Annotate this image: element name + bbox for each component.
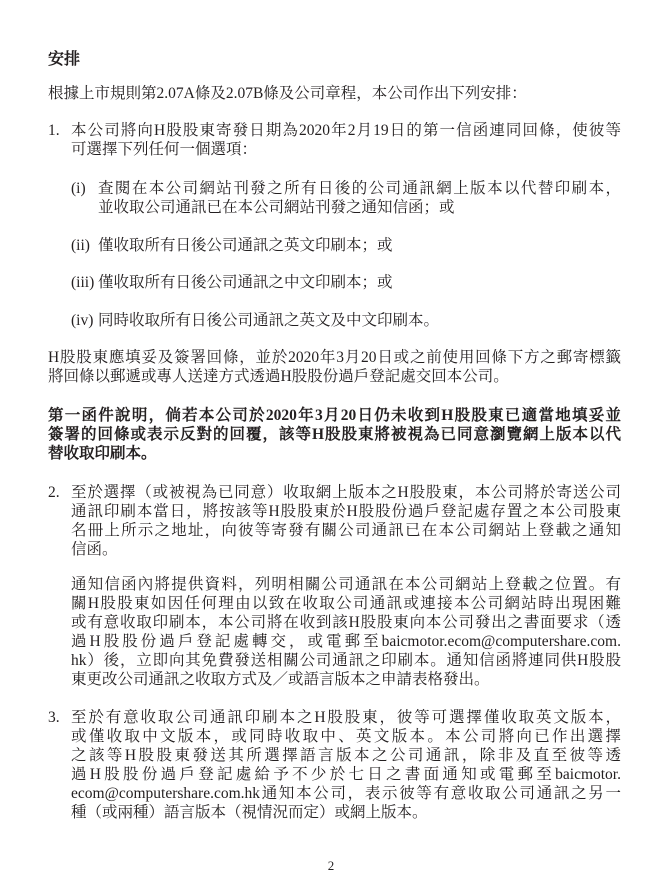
option-label: (ii): [71, 237, 90, 254]
text-line: 過H股股份過戶登記處轉交，或電郵至baicmotor.ecom@computershare.com.: [71, 633, 621, 650]
text-line: 關H股股東如因任何理由以致在收取公司通訊或連接本公司網站時出現困難: [71, 595, 621, 612]
text-line: 信函。: [71, 541, 118, 558]
text-line: 將回條以郵遞或專人送達方式透過H股股份過戶登記處交回本公司。: [48, 368, 509, 385]
text-line: 同時收取所有日後公司通訊之英文及中文印刷本。: [98, 312, 440, 329]
page-number: 2: [327, 858, 335, 873]
text-line: 僅收取所有日後公司通訊之中文印刷本；或: [98, 274, 393, 291]
text-line: 第一函件說明，倘若本公司於2020年3月20日仍未收到H股股東已適當地填妥並: [48, 407, 621, 424]
intro-paragraph: 根據上市規則第2.07A條及2.07B條及公司章程，本公司作出下列安排：: [48, 85, 527, 102]
text-line: ecom@computershare.com.hk通知本公司，表示彼等有意收取公司通訊之另一: [71, 785, 621, 802]
item-number: 3.: [48, 709, 60, 726]
text-line: 通知信函內將提供資料，列明相關公司通訊在本公司網站上登載之位置。有: [71, 576, 621, 593]
text-line: 種（或兩種）語言版本（視情況而定）或網上版本。: [71, 804, 428, 821]
text-line: 東更改公司通訊之收取方式及／或語言版本之申請表格發出。: [71, 671, 490, 688]
text-line: 至於選擇（或被視為已同意）收取網上版本之H股股東，本公司將於寄送公司: [71, 484, 621, 501]
text-line: 僅收取所有日後公司通訊之英文印刷本；或: [98, 237, 393, 254]
text-line: 簽署的回條或表示反對的回覆，該等H股股東將被視為已同意瀏覽網上版本以代: [48, 426, 621, 443]
option-label: (iii): [71, 274, 95, 291]
item-number: 2.: [48, 484, 60, 501]
text-line: 替收取印刷本。: [48, 445, 157, 462]
text-line: 並收取公司通訊已在本公司網站刊發之通知信函；或: [98, 199, 455, 216]
bold-notice-paragraph: [48, 406, 621, 463]
text-line: 查閱在本公司網站刊發之所有日後的公司通訊網上版本以代替印刷本，: [98, 180, 621, 197]
text-line: H股股東應填妥及簽署回條，並於2020年3月20日或之前使用回條下方之郵寄標籤: [48, 349, 621, 366]
text-line: 或僅收取中文版本，或同時收取中、英文版本。本公司將向已作出選擇: [71, 728, 621, 745]
text-line: 過H股股份過戶登記處給予不少於七日之書面通知或電郵至baicmotor.: [71, 766, 621, 783]
text-line: 名冊上所示之地址，向彼等寄發有關公司通訊已在本公司網站上登載之通知: [71, 522, 621, 539]
option-label: (iv): [71, 312, 94, 329]
text-line: 通訊印刷本當日，將按該等H股股東於H股股份過戶登記處存置之本公司股東: [71, 503, 621, 520]
reply-paragraph: [48, 348, 621, 386]
text-line: 至於有意收取公司通訊印刷本之H股股東，彼等可選擇僅收取英文版本，: [71, 709, 621, 726]
text-line: 之該等H股股東發送其所選擇語言版本之公司通訊，除非及直至彼等透: [71, 747, 621, 764]
text-line: 或有意收取印刷本，本公司將在收到該H股股東向本公司發出之書面要求（透: [71, 614, 621, 631]
item-number: 1.: [48, 122, 60, 139]
section-title: 安排: [48, 51, 81, 68]
text-line: 可選擇下列任何一個選項：: [71, 141, 258, 158]
text-line: 本公司將向H股股東寄發日期為2020年2月19日的第一信函連同回條，使彼等: [71, 122, 621, 139]
text-line: hk）後，立即向其免費發送相關公司通訊之印刷本。通知信函將連同供H股股: [71, 652, 621, 669]
option-label: (i): [71, 180, 86, 197]
